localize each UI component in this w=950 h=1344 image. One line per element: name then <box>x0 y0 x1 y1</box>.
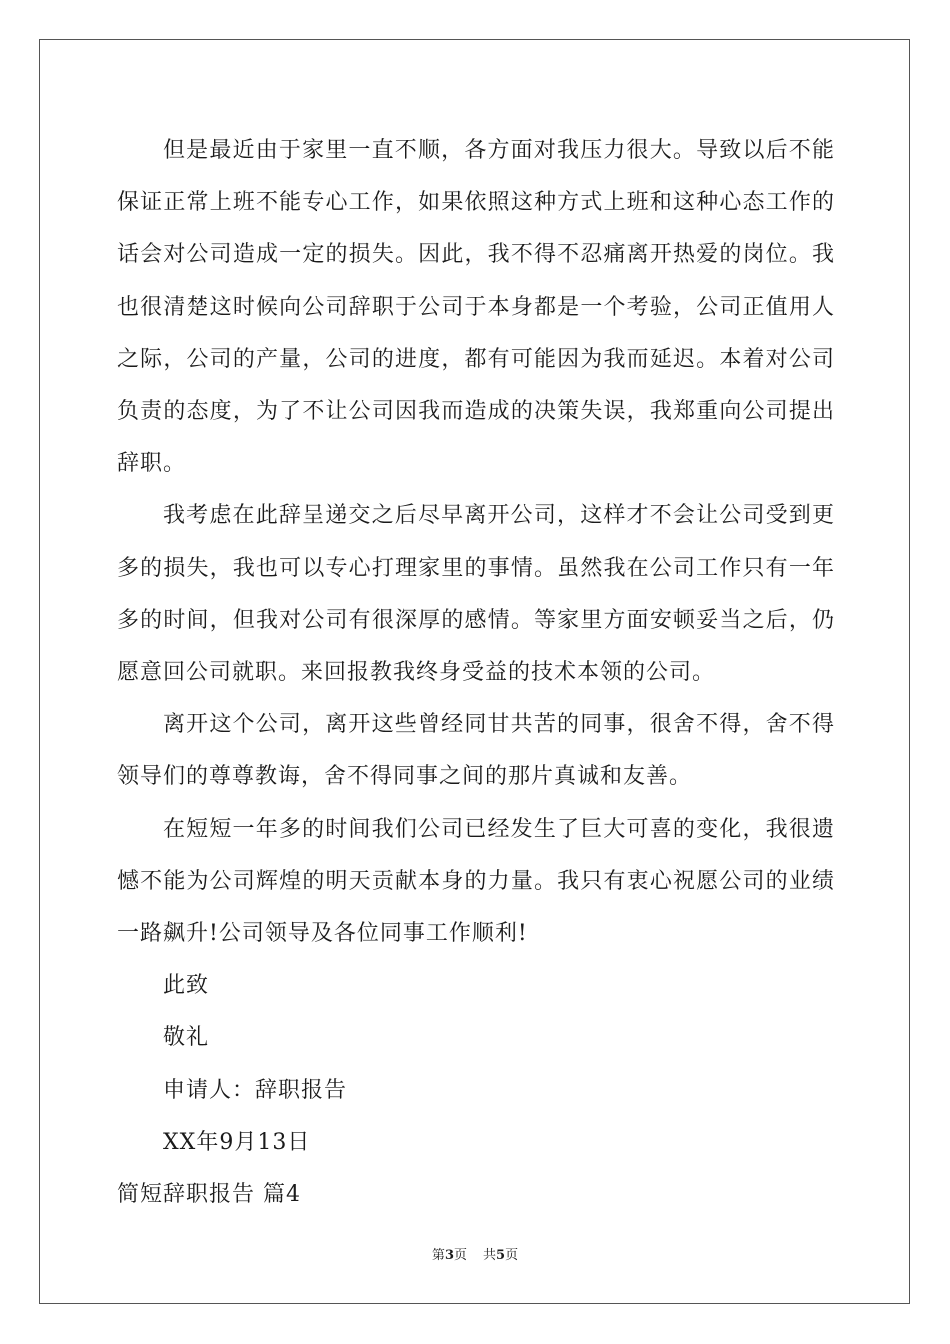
paragraph-4: 在短短一年多的时间我们公司已经发生了巨大可喜的变化，我很遗憾不能为公司辉煌的明天贡献本身的力量。我只有衷心祝愿公司的业绩一路飙升!公司领导及各位同事工作顺利! <box>117 816 835 947</box>
closing-line: 此致 <box>163 973 210 999</box>
section-heading: 简短辞职报告 篇4 <box>117 1182 301 1208</box>
document-body <box>117 125 835 1221</box>
salutation-line: 敬礼 <box>163 1025 210 1051</box>
paragraph-1: 但是最近由于家里一直不顺，各方面对我压力很大。导致以后不能保证正常上班不能专心工作，如果依照这种方式上班和这种心态工作的话会对公司造成一定的损失。因此，我不得不忍痛离开热爱的岗位。我也很清楚这时候向公司辞职于公司于本身都是一个考验，公司正值用人之际，公司的产量，公司的进度，都有可能因为我而延迟。本着对公司负责的态度，为了不让公司因我而造成的决策失误，我郑重向公司提出辞职。 <box>117 138 835 477</box>
page-total: 共5页 <box>483 1248 519 1263</box>
applicant-line: 申请人：辞职报告 <box>163 1077 348 1103</box>
paragraph-3: 离开这个公司，离开这些曾经同甘共苦的同事，很舍不得，舍不得领导们的尊尊教诲，舍不得同事之间的那片真诚和友善。 <box>117 712 835 790</box>
date-line: XX年9月13日 <box>163 1129 311 1155</box>
page-number: 第3页 <box>431 1248 467 1263</box>
paragraph-2: 我考虑在此辞呈递交之后尽早离开公司，这样才不会让公司受到更多的损失，我也可以专心打理家里的事情。虽然我在公司工作只有一年多的时间，但我对公司有很深厚的感情。等家里方面安顿妥当之后，仍愿意回公司就职。来回报教我终身受益的技术本领的公司。 <box>117 503 835 686</box>
page-footer <box>0 1246 950 1266</box>
